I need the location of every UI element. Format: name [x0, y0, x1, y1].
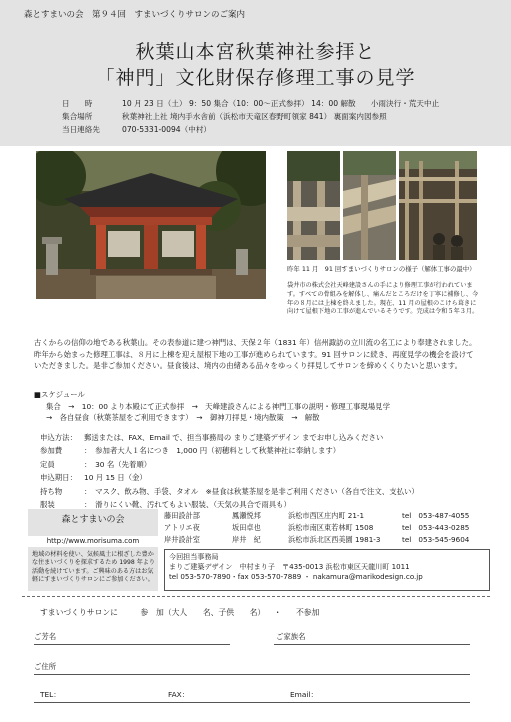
staff-office-address: まりご建築デザイン 中村まり子 〒435-0013 浜松市東区天龍川町 1011: [169, 561, 410, 571]
event-title-line1: 秋葉山本宮秋葉神社参拝と: [135, 41, 376, 63]
club-description: 地域の材料を使い、気候風土に根ざした豊かな住まいづくりを探求するため 1998 年より活動を続けています。ご興味のある方はお気軽にすまいづくりサロンにご参加ください。: [32, 551, 155, 584]
event-info: [62, 97, 439, 136]
club-info-box: [28, 509, 158, 591]
address-label: ご住所: [34, 662, 57, 671]
info-row-meeting-place: 集合場所 秋葉神社上社 境内手水舎前（浜松市天竜区春野町領家 841） 裏面案内図参照: [62, 111, 387, 121]
info-row-datetime: 日 時 10 月 23 日（土） 9：50 集合（10：00～正式参拝） 14：00 解散 小雨決行・荒天中止: [62, 98, 440, 108]
repair-photo-visitors: [399, 151, 477, 260]
rsvp-salon-label: すまいづくりサロンに: [40, 608, 118, 617]
repair-timber-illustration: [287, 151, 340, 260]
shrine-gate-illustration: [36, 151, 266, 299]
detail-row-capacity: 定員 ： 30 名（先着順）: [40, 459, 152, 469]
intro-paragraph: 古くからの信仰の地である秋葉山。その表参道に建つ神門は、天保２年（1831 年）信州諏訪の立川流の名工により奉建されました。昨年から始まった修理工事は、８月に上棟を迎え屋根下地の工事が進められています。91 回サロンに続き、再度見学の機会を設けていただきました。是非ご参加ください。昼食後は、境内の由緒ある品々をゆっくり拝見してサロンを締めくくりたいと思います。: [34, 338, 477, 371]
staff-office-box: [164, 549, 490, 591]
contact-field[interactable]: [34, 702, 470, 703]
club-name: 森とすまいの会: [61, 515, 125, 525]
contact-row: 藤田設計部 鳳瀬悦邦 浜松市西区庄内町 21-1 tel 053-487-4055: [164, 511, 470, 520]
application-details: [40, 431, 419, 512]
detail-row-deadline: 申込期日： 10 月 15 日（金）: [40, 473, 147, 483]
email-label: Email：: [290, 690, 318, 699]
family-field[interactable]: [274, 644, 470, 645]
member-contacts: [164, 511, 484, 546]
detail-row-clothing: 服装 ： 滑りにくい靴、汚れてもよい服装、（天気の具合で雨具も）: [40, 500, 291, 510]
header-band: [0, 0, 511, 146]
schedule-heading: ■スケジュール: [34, 390, 85, 399]
repair-photo-disassembly: [343, 151, 396, 260]
schedule-line-2: → 各自昼食（秋葉茶屋をご利用できます） → 御神刀拝見・境内散策 → 解散: [46, 413, 320, 422]
repair-photo-timber: [287, 151, 340, 260]
detail-row-belongings: 持ち物 ： マスク、飲み物、手袋、タオル ※昼食は秋葉茶屋を是非ご利用ください（各自で注文、支払い）: [40, 486, 419, 496]
cut-line: [22, 596, 490, 597]
fax-label: FAX：: [168, 690, 190, 699]
rsvp-decline-option[interactable]: 不参加: [295, 608, 320, 617]
name-field[interactable]: [34, 644, 230, 645]
rsvp-heading: [40, 608, 325, 618]
event-title-line2: 「神門」文化財保存修理工事の見学: [95, 67, 416, 89]
address-field[interactable]: [34, 674, 470, 675]
repair-disassembly-illustration: [343, 151, 396, 260]
tel-label: TEL：: [40, 690, 61, 699]
club-url-link[interactable]: http://www.morisuma.com: [28, 536, 158, 547]
org-line: 森とすまいの会 第９４回 すまいづくりサロンのご案内: [24, 10, 246, 20]
repair-visitors-illustration: [399, 151, 477, 260]
detail-row-method: 申込方法： 郵送または、FAX、Email で、担当事務局の まりご建築デザイン までお申し込みください: [40, 432, 384, 442]
detail-row-fee: 参加費 ： 参加者大人１名につき 1,000 円（初穂料として秋葉神社に奉納します）: [40, 446, 341, 456]
rsvp-attend-option[interactable]: 参 加（大人 名、子供 名）: [140, 608, 266, 617]
schedule: [34, 390, 390, 425]
rsvp-separator: ・: [273, 608, 282, 617]
info-row-contact: 当日連絡先 070-5331-0094（中村）: [62, 124, 211, 134]
family-label: ご家族名: [276, 632, 306, 641]
shrine-gate-photo: [36, 151, 266, 299]
schedule-line-1: 集合 → 10：00 より本殿にて正式参拝 → 天峰建設さんによる神門工事の説明・修理工事現場見学: [46, 401, 390, 411]
contact-row: 岸井設計室 岸井 紀 浜松市浜北区西美園 1981-3 tel 053-545-9604: [164, 534, 470, 544]
name-label: ご芳名: [34, 632, 57, 641]
staff-office-heading: 今回担当事務局: [169, 552, 219, 561]
staff-office-contact: tel 053-570-7890・fax 053-570-7889 ・ nakamura@marikodesign.co.jp: [169, 571, 423, 581]
photo-caption: 昨年 11 月 91 回すまいづくりサロンの様子（解体工事の最中）: [287, 265, 476, 273]
photo-caption-body: 袋井市の株式会社天峰建設さんの手により修理工事が行われています。すべての骨組みを解体し、痛んだところだけを丁寧に補修し、今年の８月には上棟を終えました。現在、11 月の屋根のこけら葺きに向けて屋根下地の工事が進んでいるそうです。完成は令和５年３月。: [287, 282, 479, 316]
contact-row: アトリエ夜 坂田卓也 浜松市南区東若林町 1508 tel 053-443-0285: [164, 522, 470, 532]
